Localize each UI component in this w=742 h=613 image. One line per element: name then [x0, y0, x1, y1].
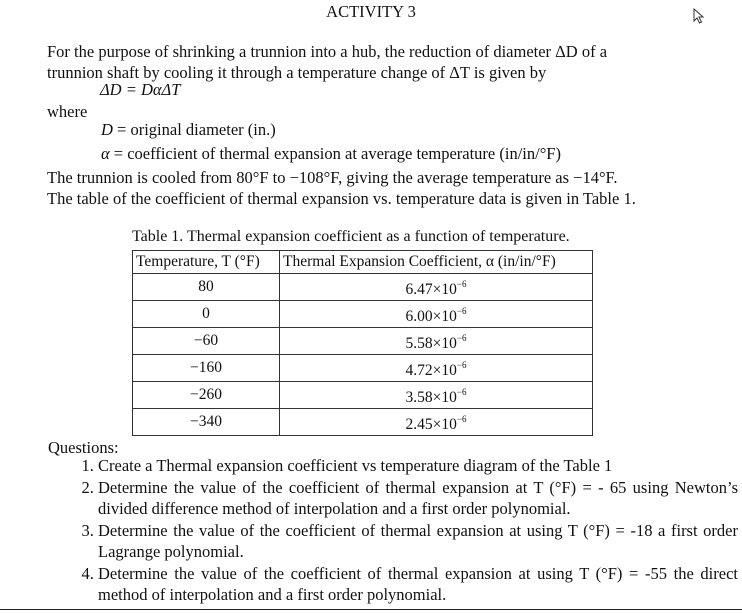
coefficient-cell: $4.72\times 10^{-6}$ — [280, 355, 593, 382]
coefficient-cell: $5.58\times 10^{-6}$ — [280, 328, 593, 355]
temperature-cell: −160 — [133, 355, 280, 382]
coefficient-cell: $6.47\times 10^{-6}$ — [280, 274, 593, 301]
table-row — [133, 382, 593, 409]
table-row — [133, 355, 593, 382]
table-row — [133, 409, 593, 436]
coefficient-cell: $6.00\times 10^{-6}$ — [280, 301, 593, 328]
page-title: ACTIVITY 3 — [326, 2, 416, 21]
coefficient-header: Thermal Expansion Coefficient, α (in/in/°F) — [280, 251, 593, 274]
definition-symbol: α — [101, 144, 110, 163]
cooling-line-2: The table of the coefficient of thermal expansion vs. temperature data is given in Table 1. — [47, 189, 636, 208]
question-item: 3. Determine the value of the coefficient of thermal expansion at using T (°F) = -18 a first order Lagrange polynomial. — [98, 520, 738, 563]
coefficient-cell: $2.45\times 10^{-6}$ — [280, 409, 593, 436]
table-row — [133, 328, 593, 355]
equation-text: ΔD = DαΔT — [100, 80, 181, 99]
questions-heading: Questions: — [48, 438, 119, 457]
mouse-pointer-icon — [693, 8, 705, 24]
temperature-header: Temperature, T (°F) — [133, 251, 280, 274]
cooling-paragraph — [47, 167, 697, 209]
questions-list — [48, 455, 738, 606]
table-row — [133, 301, 593, 328]
table-row — [133, 274, 593, 301]
definition-text: = coefficient of thermal expansion at average temperature (in/in/°F) — [109, 144, 561, 163]
intro-line-2: trunnion shaft by cooling it through a temperature change of ΔT is given by — [47, 63, 547, 82]
intro-paragraph — [47, 41, 697, 83]
temperature-cell: −260 — [133, 382, 280, 409]
coefficient-cell: $3.58\times 10^{-6}$ — [280, 382, 593, 409]
temperature-cell: 0 — [133, 301, 280, 328]
table-header-row — [133, 251, 593, 274]
temperature-cell: −60 — [133, 328, 280, 355]
definitions — [101, 118, 561, 166]
page-divider — [0, 609, 742, 610]
definition-symbol: D — [101, 120, 113, 139]
definition-diameter — [101, 118, 561, 142]
expansion-table — [132, 250, 593, 436]
table-caption: Table 1. Thermal expansion coefficient as a function of temperature. — [132, 228, 570, 245]
question-item: 4. Determine the value of the coefficient of thermal expansion at using T (°F) = -55 the direct method of interpolation and a first order polynomial. — [98, 563, 738, 606]
definition-text: = original diameter (in.) — [112, 120, 276, 139]
question-item: 2. Determine the value of the coefficient of thermal expansion at T (°F) = - 65 using Newton’s divided difference method of interpolation and a first order polynomial. — [98, 477, 738, 520]
temperature-cell: −340 — [133, 409, 280, 436]
question-item: 1. Create a Thermal expansion coefficient vs temperature diagram of the Table 1 — [98, 455, 738, 477]
equation — [100, 80, 180, 100]
cooling-line-1: The trunnion is cooled from 80°F to −108°F, giving the average temperature as −14°F. — [47, 168, 618, 187]
definition-alpha — [101, 142, 561, 166]
where-label: where — [47, 102, 88, 121]
temperature-cell: 80 — [133, 274, 280, 301]
intro-line-1: For the purpose of shrinking a trunnion into a hub, the reduction of diameter ΔD of a — [47, 42, 608, 61]
